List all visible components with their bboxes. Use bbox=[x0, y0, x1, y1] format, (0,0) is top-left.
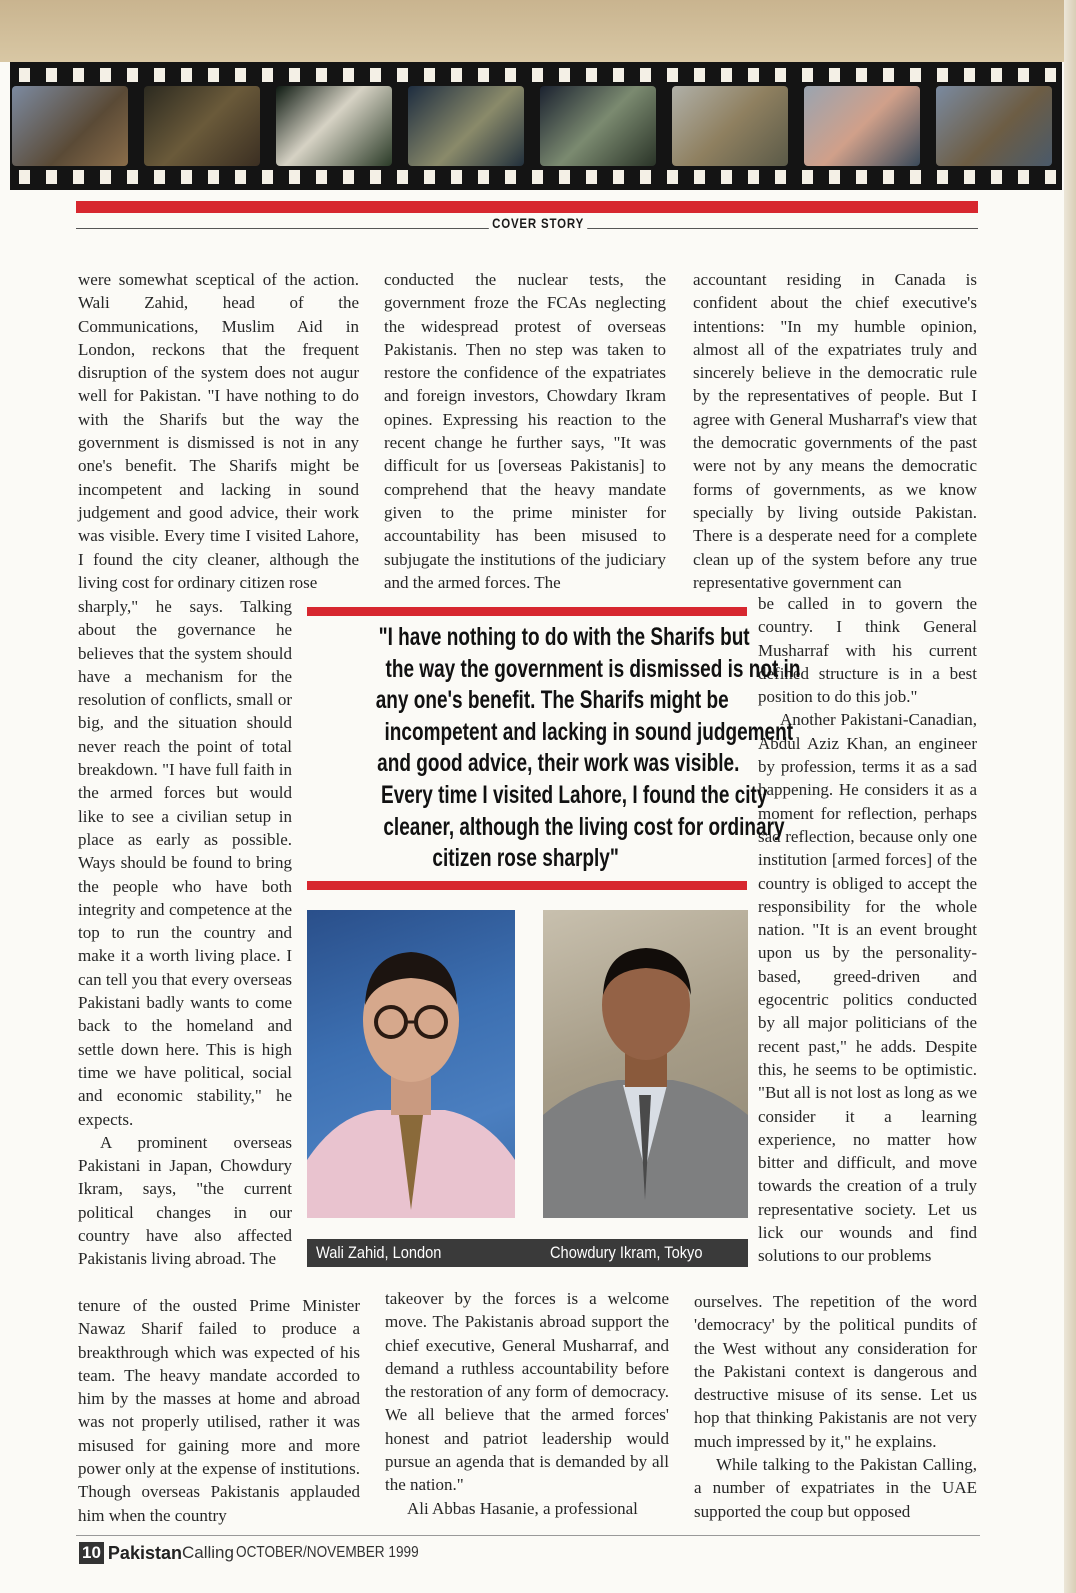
pullquote-line: and good advice, their work was visible. bbox=[377, 749, 740, 778]
filmstrip-banner bbox=[10, 62, 1062, 190]
header-red-bar bbox=[76, 201, 978, 213]
column-2-top bbox=[384, 268, 666, 594]
footer-rule bbox=[76, 1535, 980, 1536]
column-1-narrow bbox=[78, 595, 292, 1271]
paragraph: be called in to govern the country. I think General Musharraf with his current defined structure is in a best position to do this job." bbox=[758, 594, 977, 707]
magazine-name-bold: Pakistan bbox=[107, 1542, 182, 1563]
paragraph: takeover by the forces is a welcome move. The Pakistanis abroad support the chief executive, General Musharraf, and demand a ruthless accountability before the restoration of any form of democracy. We all believe that the armed forces' honest and patriot leadership would pursue an agenda that is demanded by all the nation." bbox=[385, 1289, 669, 1495]
column-3-top bbox=[693, 268, 977, 594]
paragraph: accountant residing in Canada is confident about the chief executive's intentions: "In my humble opinion, almost all of the expatriates truly and sincerely believe in the democratic rule by the representatives of people. But I agree with General Musharraf's view that the democratic governments of the past were not by any means the democratic forms of governments, as we know specially by living outside Pakistan. There is a desperate need for a complete clean up of the system before any true representative government can bbox=[693, 270, 977, 592]
column-1-bottom bbox=[78, 1294, 360, 1527]
section-label bbox=[0, 215, 1076, 233]
paragraph: Ali Abbas Hasanie, a professional bbox=[407, 1498, 638, 1518]
paragraph: conducted the nuclear tests, the government froze the FCAs neglecting the widespread protest of overseas Pakistanis. Then no step was taken to restore the confidence of the expatriates and foreign investors, Chowdary Ikram opines. Expressing his reaction to the recent change he further says, "It was difficult for us [overseas Pakistanis] to comprehend that the heavy mandate given to the prime minister for accountability has been misused to subjugate the institutions of the judiciary and the armed forces. The bbox=[384, 270, 666, 592]
film-frame-photo bbox=[12, 86, 128, 166]
column-2-bottom bbox=[385, 1287, 669, 1520]
section-title: COVER STORY bbox=[489, 215, 588, 231]
film-perforations bbox=[10, 68, 1062, 82]
caption-right: Chowdury Ikram, Tokyo bbox=[550, 1243, 703, 1262]
paragraph: Another Pakistani-Canadian, Abdul Aziz Khan, an engineer by profession, terms it as a sad happening. He considers it as a moment for reflection, perhaps sad reflection, because only one institution [armed forces] of the country is obliged to accept the responsibility for the whole nation. "It is an event brought upon us by the personality-based, greed-driven and egocentric politics conducted by all major politicians of the recent past," he adds. Despite this, he seems to be optimistic. "But all is not lost as long as we consider it a learning experience, no matter how bitter and difficult, and move towards the creation of a truly representative society. Let us lick our wounds and find solutions to our problems bbox=[758, 710, 977, 1266]
pullquote-line: cleaner, although the living cost for ordinary bbox=[383, 812, 785, 841]
top-band bbox=[0, 0, 1076, 62]
caption-left: Wali Zahid, London bbox=[316, 1243, 442, 1262]
film-frame-photo bbox=[276, 86, 392, 166]
film-frame-photo bbox=[144, 86, 260, 166]
paragraph: tenure of the ousted Prime Minister Nawaz Sharif failed to produce a breakthrough which was expected of his team. The heavy mandate accorded to him by the masses at home and abroad was not properly utilised, rather it was misused for gaining more and more power only at the expense of institutions. Though overseas Pakistanis applauded him when the country bbox=[78, 1296, 360, 1525]
footer bbox=[79, 1540, 451, 1566]
paragraph: were somewhat sceptical of the action. Wali Zahid, head of the Communications, Muslim Aid in London, reckons that the frequent disruption of the system does not augur well for Pakistan. "I have nothing to do with the Sharifs but the way the government is dismissed is not in any one's benefit. The Sharifs might be incompetent and lacking in sound judgement and good advice, their work was visible. Every time I visited Lahore, I found the city cleaner, although the living cost for ordinary citizen rose bbox=[78, 270, 359, 592]
paragraph: sharply," he says. Talking about the governance he believes that the system should have a mechanism for the resolution of conflicts, small or big, and the situation should never reach the point of total breakdown. "I have full faith in the armed forces but would like to see a civilian setup in place as early as possible. Ways should be found to bring the people who have both integrity and competence at the top to run the country and make it a worth living place. I can tell you that every overseas Pakistani badly wants to come back to the homeland and settle down here. This is high time we have political, social and economic stability," he expects. bbox=[78, 597, 292, 1129]
column-3-narrow bbox=[758, 592, 977, 1268]
issue-date: OCTOBER/NOVEMBER 1999 bbox=[235, 1544, 419, 1561]
pullquote-line: any one's benefit. The Sharifs might be bbox=[375, 686, 729, 715]
film-frame-photo bbox=[804, 86, 920, 166]
page-number: 10 bbox=[79, 1542, 104, 1564]
pullquote-line: "I have nothing to do with the Sharifs but bbox=[378, 623, 750, 651]
pullquote-line: the way the government is dismissed is not in bbox=[385, 654, 801, 683]
portrait-photo-wali-zahid bbox=[307, 910, 515, 1218]
pullquote-line: incompetent and lacking in sound judgement bbox=[384, 717, 794, 746]
pullquote-top-rule bbox=[307, 607, 747, 616]
pullquote bbox=[320, 622, 801, 875]
filmstrip-frames bbox=[12, 86, 1052, 166]
film-frame-photo bbox=[936, 86, 1052, 166]
portrait-illustration bbox=[307, 910, 515, 1218]
film-frame-photo bbox=[672, 86, 788, 166]
paragraph: While talking to the Pakistan Calling, a number of expatriates in the UAE supported the coup but opposed bbox=[694, 1455, 977, 1521]
portrait-photo-chowdury-ikram bbox=[543, 910, 748, 1218]
pullquote-line: Every time I visited Lahore, I found the city bbox=[381, 780, 768, 809]
pullquote-bottom-rule bbox=[307, 881, 747, 890]
film-frame-photo bbox=[408, 86, 524, 166]
paragraph: ourselves. The repetition of the word 'democracy' by the political pundits of the West without any consideration for the Pakistani context is dangerous and destructive misuse of its sense. Let us hop that thinking Pakistanis are not very much impressed by it," he explains. bbox=[694, 1292, 977, 1451]
magazine-name-rest: Calling bbox=[181, 1543, 234, 1562]
column-3-bottom bbox=[694, 1290, 977, 1523]
film-perforations bbox=[10, 170, 1062, 184]
photo-caption-bar bbox=[307, 1239, 748, 1267]
pullquote-line: citizen rose sharply" bbox=[432, 844, 620, 873]
column-1-top bbox=[78, 268, 359, 594]
page-spine-shadow bbox=[1064, 0, 1076, 1593]
paragraph: A prominent overseas Pakistani in Japan, Chowdury Ikram, says, "the current political changes in our country have also affected Pakistanis living abroad. The bbox=[78, 1132, 292, 1269]
film-frame-photo bbox=[540, 86, 656, 166]
portrait-illustration bbox=[543, 910, 748, 1218]
